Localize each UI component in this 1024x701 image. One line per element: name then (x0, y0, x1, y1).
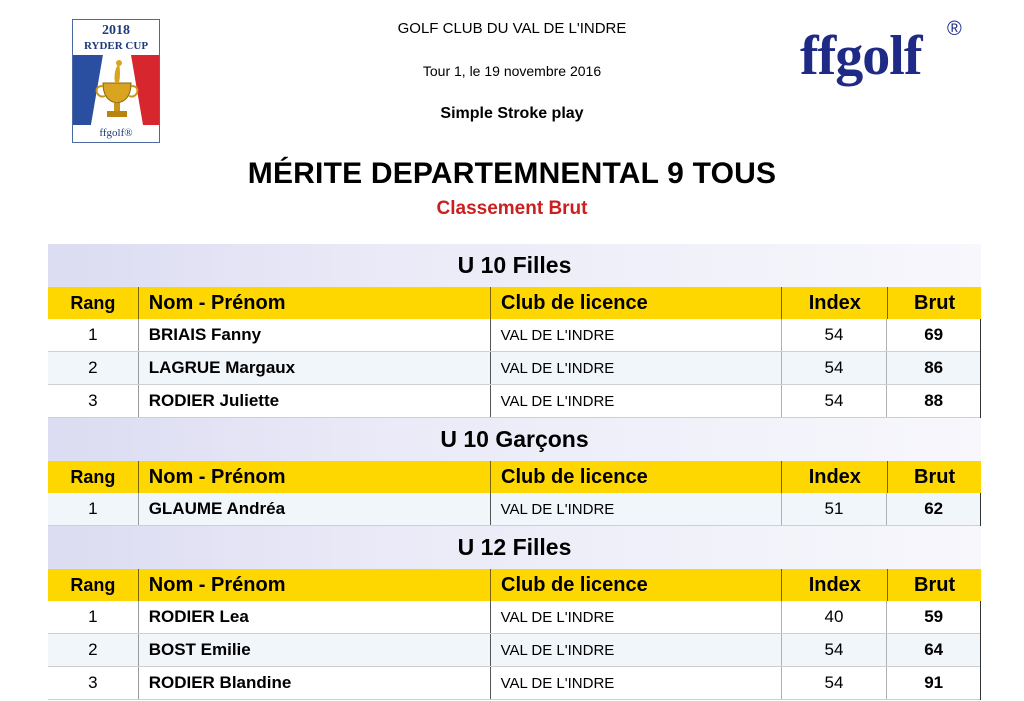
ryder-cup-logo (72, 19, 160, 143)
cell-index: 54 (781, 634, 887, 666)
tour-date: Tour 1, le 19 novembre 2016 (422, 63, 602, 79)
cell-rank: 1 (88, 325, 98, 344)
cell-brut: 88 (886, 385, 980, 417)
section-title: U 12 Filles (48, 526, 981, 569)
cell-brut: 91 (886, 667, 980, 699)
table-row (48, 319, 980, 352)
col-club: Club de licence (490, 461, 781, 493)
section-title: U 10 Garçons (48, 418, 981, 461)
cell-index: 54 (781, 667, 887, 699)
cell-club: VAL DE L'INDRE (490, 385, 781, 417)
cell-index: 54 (781, 352, 887, 384)
cell-index: 40 (781, 601, 887, 633)
table-row (48, 352, 980, 385)
col-rank: Rang (70, 466, 116, 487)
cell-club: VAL DE L'INDRE (490, 352, 781, 384)
cell-index: 54 (781, 319, 887, 351)
col-brut: Brut (887, 461, 981, 493)
cell-name: RODIER Lea (138, 601, 490, 633)
table-row (48, 385, 980, 418)
club-name: GOLF CLUB DU VAL DE L'INDRE (397, 20, 627, 37)
column-header-row (48, 287, 981, 319)
cell-name: BRIAIS Fanny (138, 319, 490, 351)
cell-name: GLAUME Andréa (138, 493, 490, 525)
page-title: MÉRITE DEPARTEMNENTAL 9 TOUS (247, 157, 777, 190)
col-name: Nom - Prénom (138, 569, 490, 601)
logo-brand: ffgolf® (99, 127, 133, 139)
cell-rank: 2 (88, 640, 98, 659)
cell-club: VAL DE L'INDRE (490, 634, 781, 666)
table-row (48, 667, 980, 700)
ffgolf-logo (800, 18, 975, 100)
col-rank: Rang (70, 574, 116, 595)
cell-rank: 1 (88, 607, 98, 626)
cell-name: RODIER Blandine (138, 667, 490, 699)
column-header-row (48, 569, 981, 601)
cell-club: VAL DE L'INDRE (490, 319, 781, 351)
cell-brut: 86 (886, 352, 980, 384)
cell-rank: 3 (88, 673, 98, 692)
col-index: Index (781, 287, 887, 319)
col-brut: Brut (887, 287, 981, 319)
col-name: Nom - Prénom (138, 461, 490, 493)
col-rank: Rang (70, 292, 116, 313)
ffgolf-wordmark: ffgolf (800, 25, 922, 87)
cell-brut: 69 (886, 319, 980, 351)
table-row (48, 493, 980, 526)
table-row (48, 601, 980, 634)
cell-rank: 1 (88, 499, 98, 518)
cell-club: VAL DE L'INDRE (490, 493, 781, 525)
cell-name: RODIER Juliette (138, 385, 490, 417)
cell-brut: 59 (886, 601, 980, 633)
cell-name: BOST Emilie (138, 634, 490, 666)
cell-index: 54 (781, 385, 887, 417)
cell-rank: 2 (88, 358, 98, 377)
play-format: Simple Stroke play (440, 105, 584, 122)
col-brut: Brut (887, 569, 981, 601)
logo-name: RYDER CUP (83, 40, 149, 52)
col-name: Nom - Prénom (138, 287, 490, 319)
cell-rank: 3 (88, 391, 98, 410)
cell-index: 51 (781, 493, 887, 525)
col-index: Index (781, 569, 887, 601)
page-subtitle: Classement Brut (436, 198, 588, 219)
cell-club: VAL DE L'INDRE (490, 601, 781, 633)
cell-club: VAL DE L'INDRE (490, 667, 781, 699)
col-index: Index (781, 461, 887, 493)
logo-year: 2018 (102, 23, 130, 38)
section-title: U 10 Filles (48, 244, 981, 287)
cell-name: LAGRUE Margaux (138, 352, 490, 384)
cell-brut: 62 (886, 493, 980, 525)
registered-icon: ® (947, 18, 962, 40)
col-club: Club de licence (490, 287, 781, 319)
col-club: Club de licence (490, 569, 781, 601)
table-row (48, 634, 980, 667)
cell-brut: 64 (886, 634, 980, 666)
results-table (48, 244, 981, 700)
column-header-row (48, 461, 981, 493)
